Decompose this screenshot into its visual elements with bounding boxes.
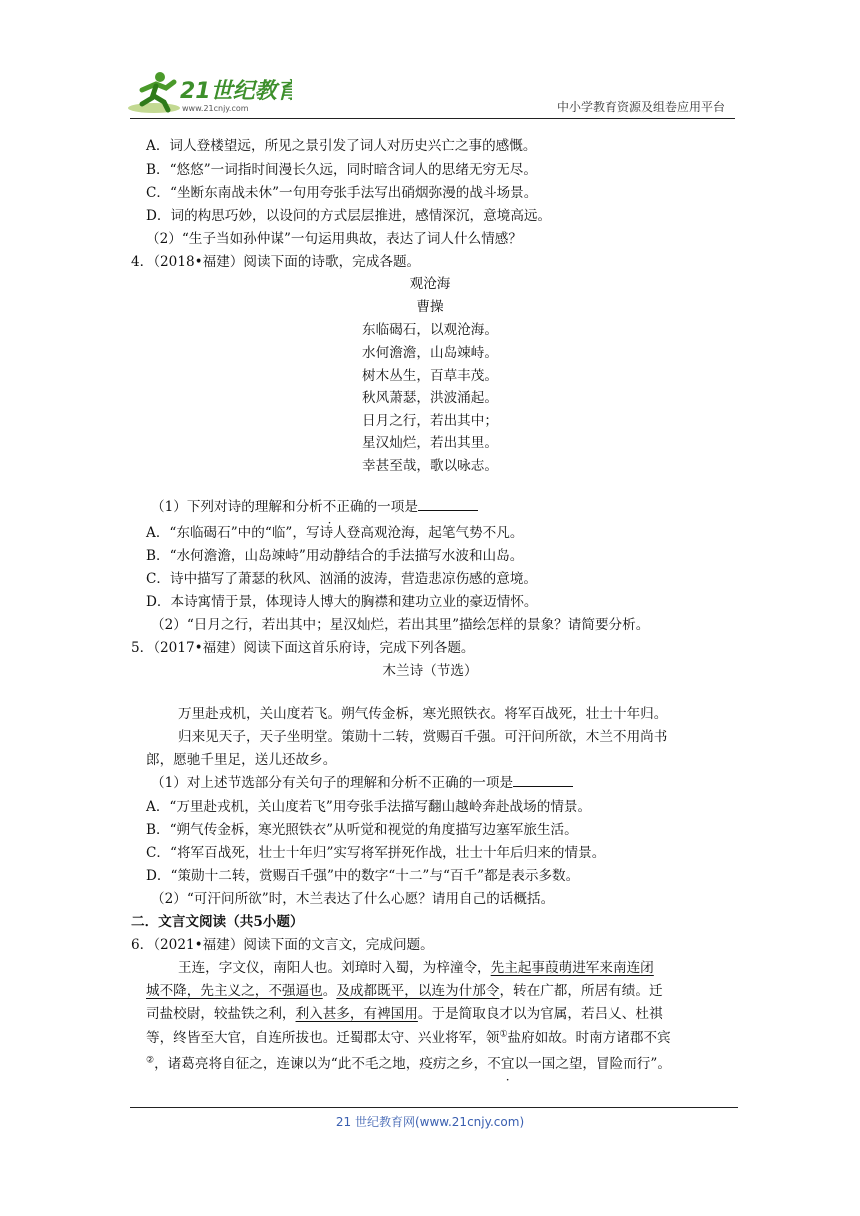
q5-option-c: C．“将军百战死，壮士十年归”实写将军拼死作战，壮士十年后归来的情景。 (146, 845, 606, 861)
q4-option-b: B．“水何澹澹，山岛竦峙”用动静结合的手法描写水波和山岛。 (146, 548, 524, 564)
footnote-marker: ① (499, 1029, 508, 1040)
q4-sub2: （2）“日月之行，若出其中；星汉灿烂，若出其里”描绘怎样的景象？请简要分析。 (151, 617, 650, 633)
emphasis-dot-text: 不 (322, 499, 337, 515)
q4-option-c: C．诗中描写了萧瑟的秋风、汹涌的波涛，营造悲凉伤感的意境。 (146, 571, 538, 587)
site-name: 中小学教育资源及组卷应用平台 (556, 100, 725, 114)
underlined-phrase: 城不降，先主义之，不强逼也 (146, 983, 323, 999)
header-divider (130, 118, 735, 119)
answer-blank[interactable] (513, 774, 573, 787)
underlined-phrase: 先主起事葭萌进军来南连闭 (490, 960, 654, 976)
q4-stem: 4．（2018•福建）阅读下面的诗歌，完成各题。 (131, 254, 421, 270)
q6-stem: 6．（2021•福建）阅读下面的文言文，完成问题。 (131, 937, 434, 953)
q4-option-a: A．“东临碣石”中的“临”，写诗人登高观沧海，起笔气势不凡。 (146, 525, 524, 541)
q4-poem-author: 曹操 (416, 299, 444, 315)
q6-text-line5: ②，诸葛亮将自征之，连谏以为“此不毛之地，疫疠之乡，不宜以一国之望，冒险而行”。 (146, 1055, 671, 1072)
underlined-phrase: 及成都既平，以连为什邡令 (336, 983, 500, 999)
q3-option-c: C．“坐断东南战未休”一句用夸张手法写出硝烟弥漫的战斗场景。 (146, 185, 538, 201)
underlined-phrase: 利入甚多，有裨国用 (295, 1006, 418, 1022)
runner-logo-icon (122, 68, 292, 116)
q6-text-line1: 王连，字文仪，南阳人也。刘璋时入蜀，为梓潼令，先主起事葭萌进军来南连闭 (178, 960, 654, 976)
poem-line: 东临碣石，以观沧海。 (362, 322, 498, 338)
q6-text-line4: 等，终皆至大官，自连所拔也。迁蜀郡太守、兴业将军，领①盐府如故。时南方诸郡不宾 (146, 1029, 671, 1046)
emphasis-dot-text: 宜 (500, 1056, 515, 1072)
logo-text: 21世纪教育 (180, 79, 292, 104)
q5-stem: 5．（2017•福建）阅读下面这首乐府诗，完成下列各题。 (131, 640, 475, 656)
logo-url: www.21cnjy.com (182, 104, 249, 113)
q4-sub1: （1）下列对诗的理解和分析不正确的一项是 (151, 496, 478, 518)
poem-line: 幸甚至哉，歌以咏志。 (362, 458, 498, 474)
answer-blank[interactable] (418, 498, 478, 511)
footer-link[interactable]: 21 世纪教育网(www.21cnjy.com) (335, 1115, 525, 1129)
q3-option-d: D．词的构思巧妙，以设问的方式层层推进，感情深沉，意境高远。 (146, 208, 552, 224)
q4-poem-title: 观沧海 (409, 276, 451, 292)
q5-option-b: B．“朔气传金柝，寒光照铁衣”从听觉和视觉的角度描写边塞军旅生活。 (146, 822, 578, 838)
q5-poem-p2a: 归来见天子，天子坐明堂。策勋十二转，赏赐百千强。可汗问所欲，木兰不用尚书 (178, 729, 668, 745)
q5-option-a: A．“万里赴戎机，关山度若飞”用夸张手法描写翻山越岭奔赴战场的情景。 (146, 799, 592, 815)
q3-option-b: B．“悠悠”一词指时间漫长久远，同时暗含词人的思绪无穷无尽。 (146, 162, 537, 178)
poem-line: 秋风萧瑟，洪波涌起。 (362, 390, 498, 406)
q6-text-line3: 司盐校尉，较盐铁之利，利入甚多，有裨国用。于是简取良才以为官属，若吕乂、杜祺 (146, 1006, 663, 1022)
q5-sub2: （2）“可汗问所欲”时，木兰表达了什么心愿？请用自己的话概括。 (151, 891, 555, 907)
section-heading: 二．文言文阅读（共5小题） (131, 914, 304, 930)
poem-line: 日月之行，若出其中； (362, 413, 498, 429)
poem-line: 水何澹澹，山岛竦峙。 (362, 345, 498, 361)
q5-sub1: （1）对上述节选部分有关句子的理解和分析不正确的一项是 (151, 772, 573, 794)
footer-divider (130, 1107, 738, 1108)
q3-sub2: （2）“生子当如孙仲谋”一句运用典故，表达了词人什么情感？ (146, 231, 522, 247)
q5-poem-p2b: 郎，愿驰千里足，送儿还故乡。 (146, 752, 337, 768)
q4-option-d: D．本诗寓情于景，体现诗人博大的胸襟和建功立业的豪迈情怀。 (146, 594, 538, 610)
logo (122, 68, 292, 116)
q5-poem-title: 木兰诗（节选） (382, 663, 478, 679)
q6-text-line2: 城不降，先主义之，不强逼也。及成都既平，以连为什邡令，转在广都，所居有绩。迁 (146, 983, 663, 999)
q3-option-a: A．词人登楼望远，所见之景引发了词人对历史兴亡之事的感慨。 (146, 138, 537, 154)
poem-line: 星汉灿烂，若出其里。 (362, 435, 498, 451)
q5-option-d: D．“策勋十二转，赏赐百千强”中的数字“十二”与“百千”都是表示多数。 (146, 868, 580, 884)
footnote-marker: ② (146, 1055, 155, 1066)
poem-line: 树木丛生，百草丰茂。 (362, 368, 498, 384)
q5-poem-p1: 万里赴戎机，关山度若飞。朔气传金柝，寒光照铁衣。将军百战死，壮士十年归。 (178, 706, 668, 722)
